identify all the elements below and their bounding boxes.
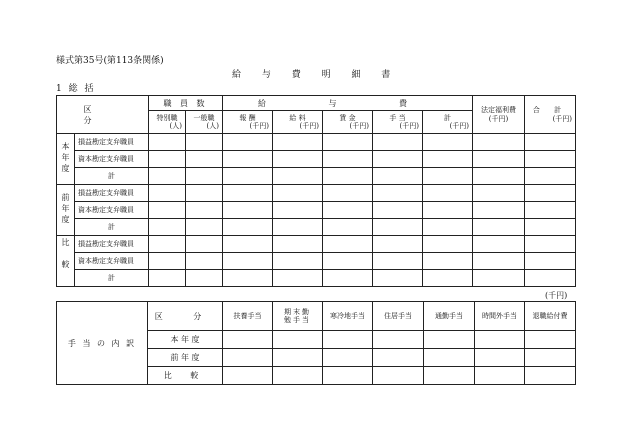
col-taishoku: 退職給付費: [525, 302, 576, 331]
row-label-total: 計: [75, 168, 149, 185]
cell[interactable]: [525, 349, 576, 367]
col-kimatsu: 期末勤勉手当: [273, 302, 323, 331]
cell[interactable]: [273, 219, 323, 236]
header-hotei: 法定福利費 (千円): [473, 96, 525, 134]
cell[interactable]: [373, 331, 424, 349]
cell[interactable]: [223, 270, 273, 287]
cell[interactable]: [186, 185, 223, 202]
cell[interactable]: [525, 219, 576, 236]
cell[interactable]: [186, 236, 223, 253]
cell[interactable]: [149, 253, 186, 270]
cell[interactable]: [186, 253, 223, 270]
cell[interactable]: [149, 168, 186, 185]
sub-kei: 計 (千円): [423, 111, 473, 134]
cell[interactable]: [323, 185, 373, 202]
cell[interactable]: [373, 134, 423, 151]
cell[interactable]: [473, 151, 525, 168]
cell[interactable]: [525, 151, 576, 168]
document-title: 給 与 費 明 細 書: [232, 70, 400, 80]
row-label-total: 計: [75, 270, 149, 287]
cell[interactable]: [424, 349, 475, 367]
cell[interactable]: [424, 367, 475, 385]
cell[interactable]: [473, 202, 525, 219]
cell[interactable]: [323, 367, 373, 385]
cell[interactable]: [149, 151, 186, 168]
allowance-header-kubun: 区 分: [148, 302, 223, 331]
cell[interactable]: [423, 219, 473, 236]
cell[interactable]: [323, 151, 373, 168]
cell[interactable]: [373, 270, 423, 287]
cell[interactable]: [223, 202, 273, 219]
header-shokuinsu: 職 員 数: [149, 96, 223, 111]
cell[interactable]: [223, 151, 273, 168]
allowance-row-comparison: 比 較: [148, 367, 223, 385]
cell[interactable]: [525, 185, 576, 202]
cell[interactable]: [373, 236, 423, 253]
allowance-table: [56, 301, 576, 385]
sub-chingin: 賃 金 (千円): [323, 111, 373, 134]
cell[interactable]: [373, 253, 423, 270]
sub-hoshu: 報 酬 (千円): [223, 111, 273, 134]
cell[interactable]: [323, 219, 373, 236]
cell[interactable]: [149, 185, 186, 202]
cell[interactable]: [423, 236, 473, 253]
cell[interactable]: [273, 270, 323, 287]
cell[interactable]: [149, 134, 186, 151]
cell[interactable]: [475, 349, 525, 367]
cell[interactable]: [473, 236, 525, 253]
cell[interactable]: [473, 185, 525, 202]
cell[interactable]: [223, 367, 273, 385]
group-label-current: 本年度: [57, 134, 75, 185]
cell[interactable]: [186, 202, 223, 219]
cell[interactable]: [525, 331, 576, 349]
cell[interactable]: [423, 185, 473, 202]
cell[interactable]: [473, 219, 525, 236]
group-label-comparison: 比較: [57, 236, 75, 287]
cell[interactable]: [423, 151, 473, 168]
cell[interactable]: [186, 151, 223, 168]
cell[interactable]: [475, 367, 525, 385]
cell[interactable]: [223, 349, 273, 367]
cell[interactable]: [423, 202, 473, 219]
cell[interactable]: [323, 236, 373, 253]
cell[interactable]: [273, 151, 323, 168]
header-kyuyohi: 給 与 費: [223, 96, 473, 111]
group-label-previous: 前年度: [57, 185, 75, 236]
cell[interactable]: [223, 219, 273, 236]
cell[interactable]: [525, 236, 576, 253]
cell[interactable]: [373, 349, 424, 367]
cell[interactable]: [273, 185, 323, 202]
cell[interactable]: [525, 253, 576, 270]
form-id: 様式第35号(第113条関係): [56, 56, 164, 66]
cell[interactable]: [186, 168, 223, 185]
cell[interactable]: [525, 134, 576, 151]
col-tsukin: 通勤手当: [424, 302, 475, 331]
allowance-row-previous: 前 年 度: [148, 349, 223, 367]
cell[interactable]: [149, 236, 186, 253]
col-fuyo: 扶養手当: [223, 302, 273, 331]
summary-table: [56, 95, 576, 287]
cell[interactable]: [273, 331, 323, 349]
cell[interactable]: [273, 253, 323, 270]
cell[interactable]: [223, 134, 273, 151]
header-gokei: 合 計 (千円): [525, 96, 576, 134]
cell[interactable]: [323, 331, 373, 349]
cell[interactable]: [373, 219, 423, 236]
row-label-total: 計: [75, 219, 149, 236]
section-label: 1 総 括: [56, 84, 96, 94]
cell[interactable]: [373, 151, 423, 168]
cell[interactable]: [186, 270, 223, 287]
header-kubun: 区 分: [57, 96, 149, 134]
cell[interactable]: [149, 270, 186, 287]
cell[interactable]: [223, 331, 273, 349]
sub-ippan: 一般職 (人): [186, 111, 223, 134]
cell[interactable]: [323, 134, 373, 151]
cell[interactable]: [373, 168, 423, 185]
sub-teate: 手 当 (千円): [373, 111, 423, 134]
cell[interactable]: [323, 168, 373, 185]
col-jikangai: 時間外手当: [475, 302, 525, 331]
cell[interactable]: [273, 367, 323, 385]
cell[interactable]: [223, 168, 273, 185]
row-label: 資本勘定支弁職員: [75, 151, 149, 168]
cell[interactable]: [525, 168, 576, 185]
cell[interactable]: [473, 168, 525, 185]
cell[interactable]: [473, 134, 525, 151]
cell[interactable]: [273, 202, 323, 219]
cell[interactable]: [473, 270, 525, 287]
cell[interactable]: [424, 331, 475, 349]
cell[interactable]: [423, 253, 473, 270]
sub-kyuryo: 給 料 (千円): [273, 111, 323, 134]
cell[interactable]: [525, 367, 576, 385]
row-label: 資本勘定支弁職員: [75, 253, 149, 270]
cell[interactable]: [423, 270, 473, 287]
cell[interactable]: [149, 219, 186, 236]
cell[interactable]: [273, 349, 323, 367]
row-label: 資本勘定支弁職員: [75, 202, 149, 219]
cell[interactable]: [323, 349, 373, 367]
allowance-row-label: 手 当 の 内 訳: [57, 302, 148, 385]
cell[interactable]: [223, 236, 273, 253]
cell[interactable]: [373, 185, 423, 202]
col-jukyo: 住居手当: [373, 302, 424, 331]
cell[interactable]: [223, 253, 273, 270]
row-label: 損益勘定支弁職員: [75, 185, 149, 202]
cell[interactable]: [186, 219, 223, 236]
cell[interactable]: [423, 134, 473, 151]
unit-note: (千円): [545, 291, 568, 300]
cell[interactable]: [475, 331, 525, 349]
row-label: 損益勘定支弁職員: [75, 134, 149, 151]
cell[interactable]: [373, 202, 423, 219]
cell[interactable]: [323, 253, 373, 270]
cell[interactable]: [323, 270, 373, 287]
sub-tokubetsu: 特別職 (人): [149, 111, 186, 134]
row-label: 損益勘定支弁職員: [75, 236, 149, 253]
cell[interactable]: [223, 185, 273, 202]
cell[interactable]: [525, 202, 576, 219]
cell[interactable]: [423, 168, 473, 185]
cell[interactable]: [186, 134, 223, 151]
allowance-row-current: 本 年 度: [148, 331, 223, 349]
cell[interactable]: [525, 270, 576, 287]
cell[interactable]: [323, 202, 373, 219]
cell[interactable]: [273, 168, 323, 185]
cell[interactable]: [273, 134, 323, 151]
col-kanreichi: 寒冷地手当: [323, 302, 373, 331]
cell[interactable]: [273, 236, 323, 253]
cell[interactable]: [149, 202, 186, 219]
cell[interactable]: [373, 367, 424, 385]
cell[interactable]: [473, 253, 525, 270]
